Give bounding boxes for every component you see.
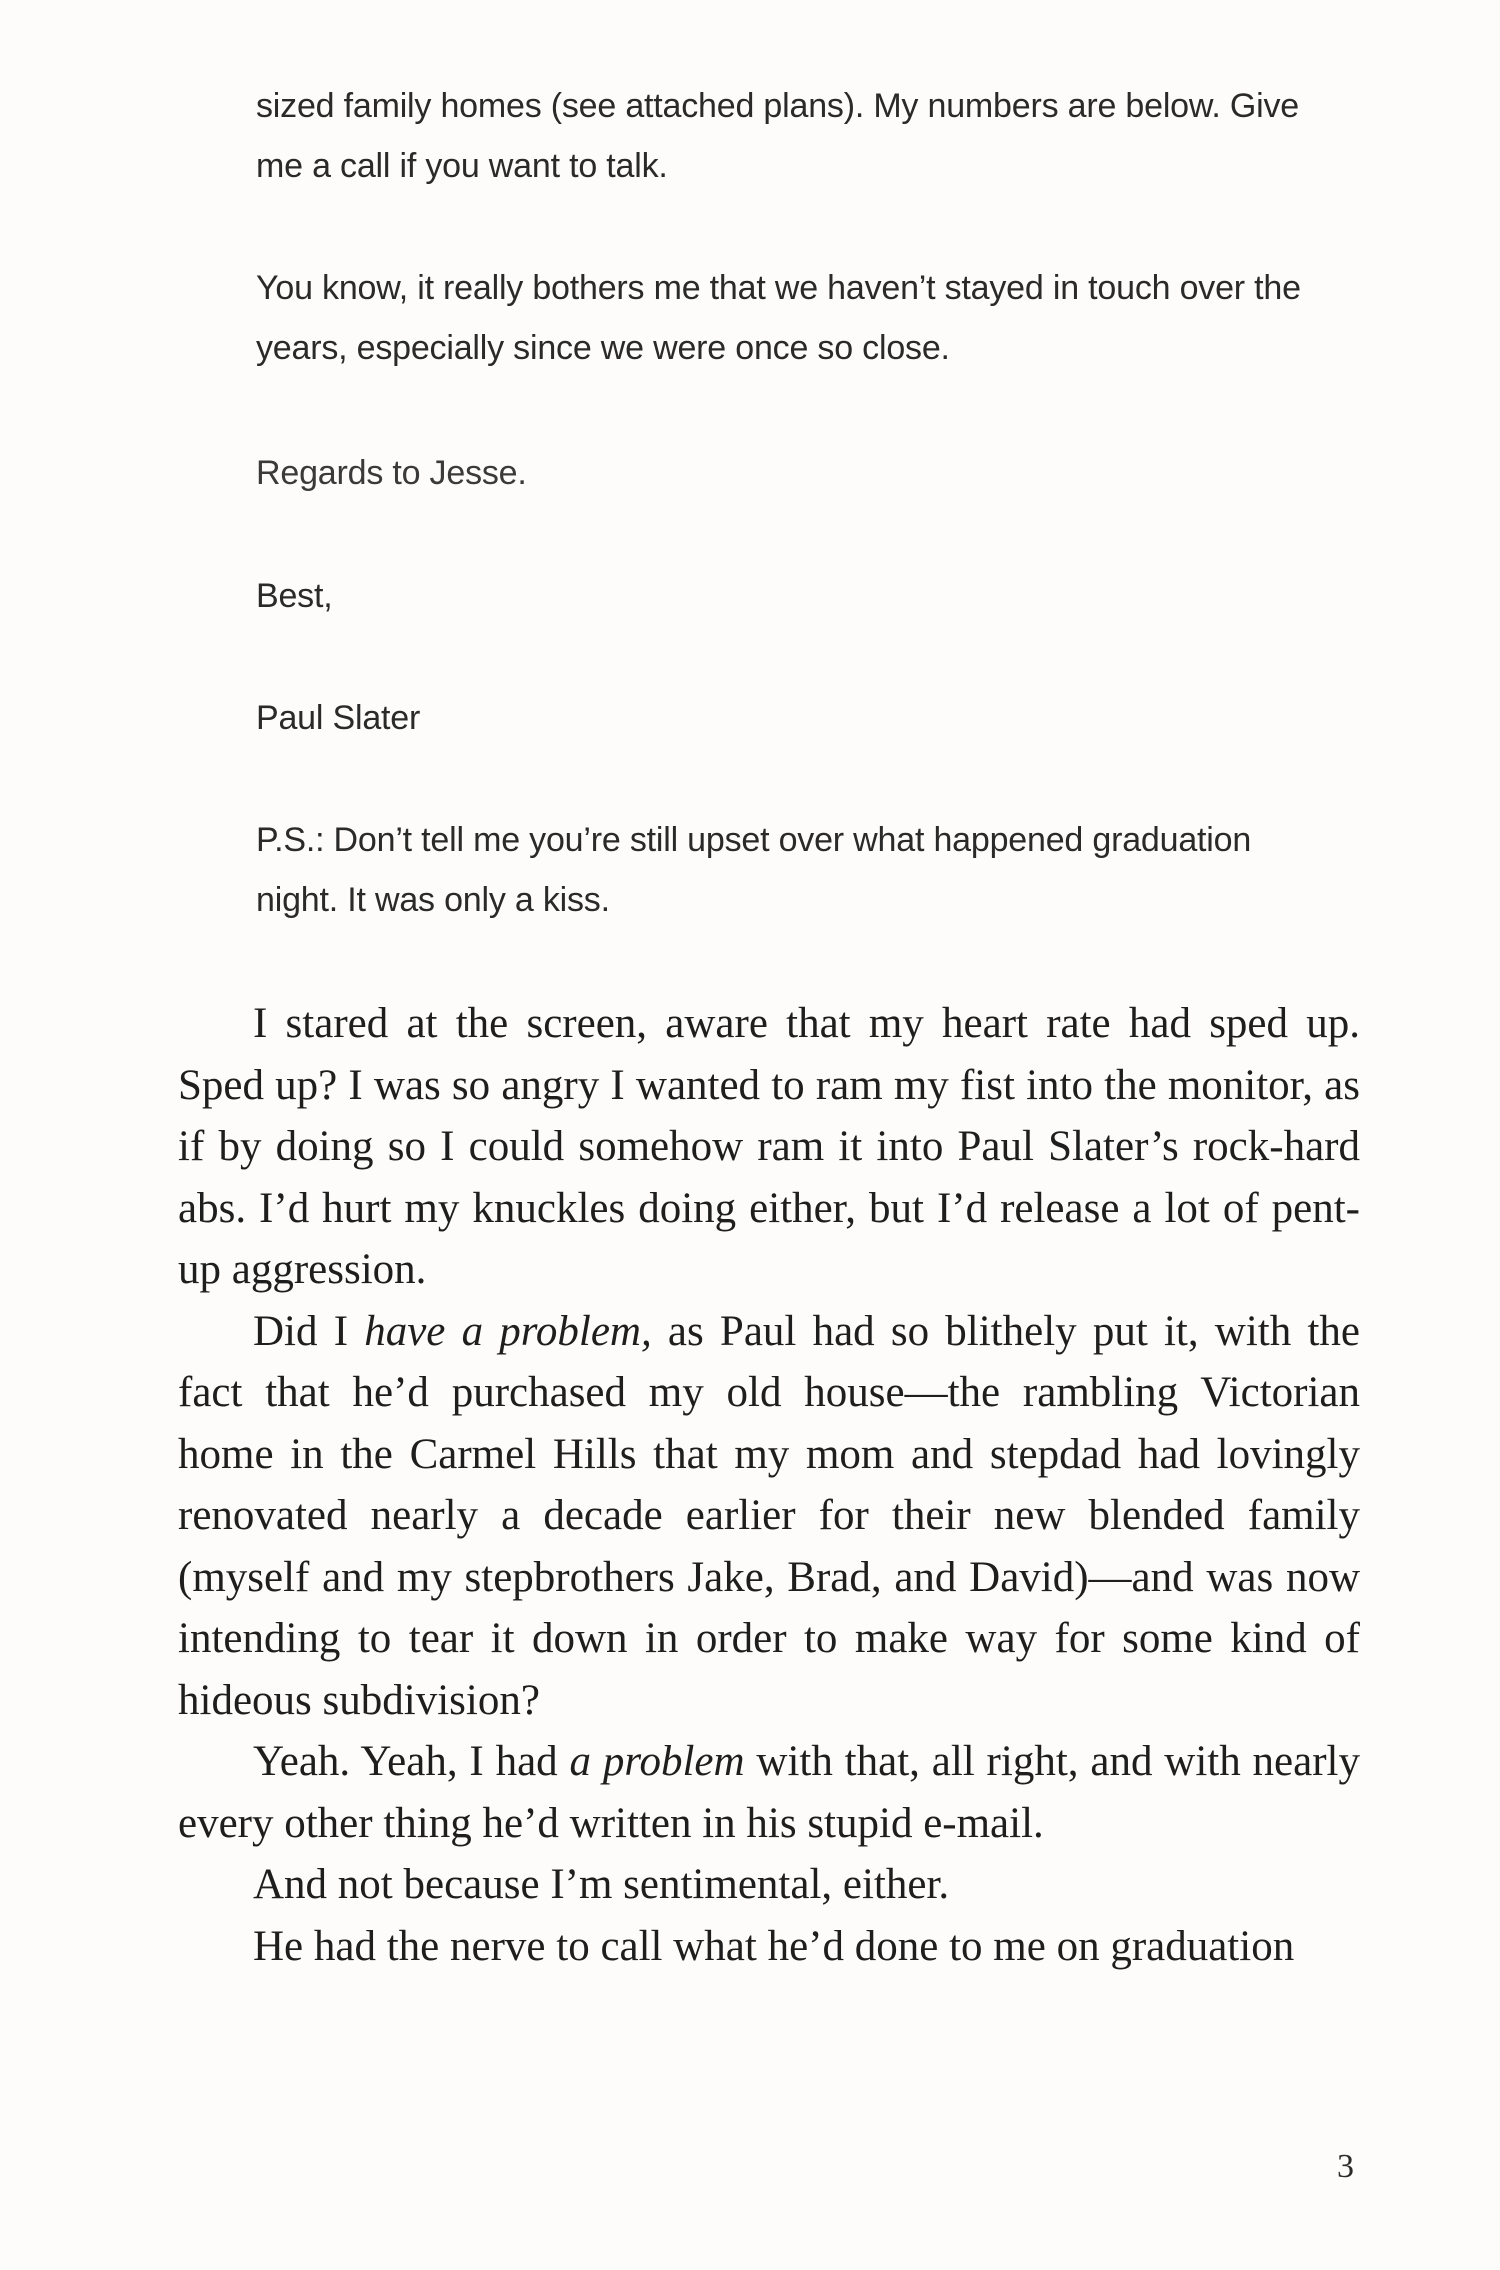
- narrative-text-run: Yeah. Yeah, I had: [253, 1738, 570, 1785]
- narrative-paragraph: [178, 1301, 1360, 1732]
- email-signature-line: Paul Slater: [256, 699, 421, 737]
- narrative-paragraph: And not because I’m sentimental, either.: [253, 1861, 950, 1908]
- narrative-paragraph: [178, 1731, 1360, 1854]
- email-postscript-text: P.S.: Don’t tell me you’re still upset over what happened graduation night. It was only a kiss.: [256, 821, 1252, 919]
- email-postscript: [256, 810, 1346, 930]
- narrative-text-run: with that, all right, and with nearly every other thing he’d written in his stupid e-mail.: [178, 1738, 1360, 1847]
- narrative-italic-phrase: a problem: [569, 1738, 745, 1785]
- email-paragraph-plans: sized family homes (see attached plans). My numbers are below. Give me a call if you want to talk.: [256, 87, 1299, 185]
- email-excerpt-touch: [256, 258, 1346, 378]
- email-paragraph-touch: You know, it really bothers me that we haven’t stayed in touch over the years, especially since we were once so close.: [256, 269, 1301, 367]
- narrative-text-run: Did I: [253, 1307, 365, 1355]
- email-salutation-line: Best,: [256, 577, 333, 615]
- narrative-paragraph: He had the nerve to call what he’d done to me on graduation: [253, 1922, 1295, 1970]
- email-regards: [256, 443, 1346, 503]
- email-regards-line: Regards to Jesse.: [256, 454, 527, 492]
- email-excerpt: [256, 76, 1346, 196]
- narrative-italic-phrase: have a problem,: [364, 1307, 652, 1355]
- narrative-paragraph: I stared at the screen, aware that my heart rate had sped up. Sped up? I was so angry I wanted to ram my fist into the monitor, as if by doing so I could somehow ram it into Paul Slater’s rock-hard abs. I’d hurt my knuckles doing either, but I’d release a lot of pent-up aggression.: [178, 1000, 1360, 1293]
- page-number: 3: [1337, 2148, 1354, 2185]
- narrative-text-run: as Paul had so blithely put it, with the fact that he’d purchased my old house—the rambling Victorian home in the Carmel Hills that my mom and stepdad had lovingly renovated nearly a decade earlier for their new blended family (myself and my stepbrothers Jake, Brad, and David)—and was now intending to tear it down in order to make way for some kind of hideous subdivision?: [178, 1307, 1360, 1724]
- email-salutation: [256, 566, 1346, 626]
- narrative-text: [178, 993, 1360, 1977]
- email-signature: [256, 688, 1346, 748]
